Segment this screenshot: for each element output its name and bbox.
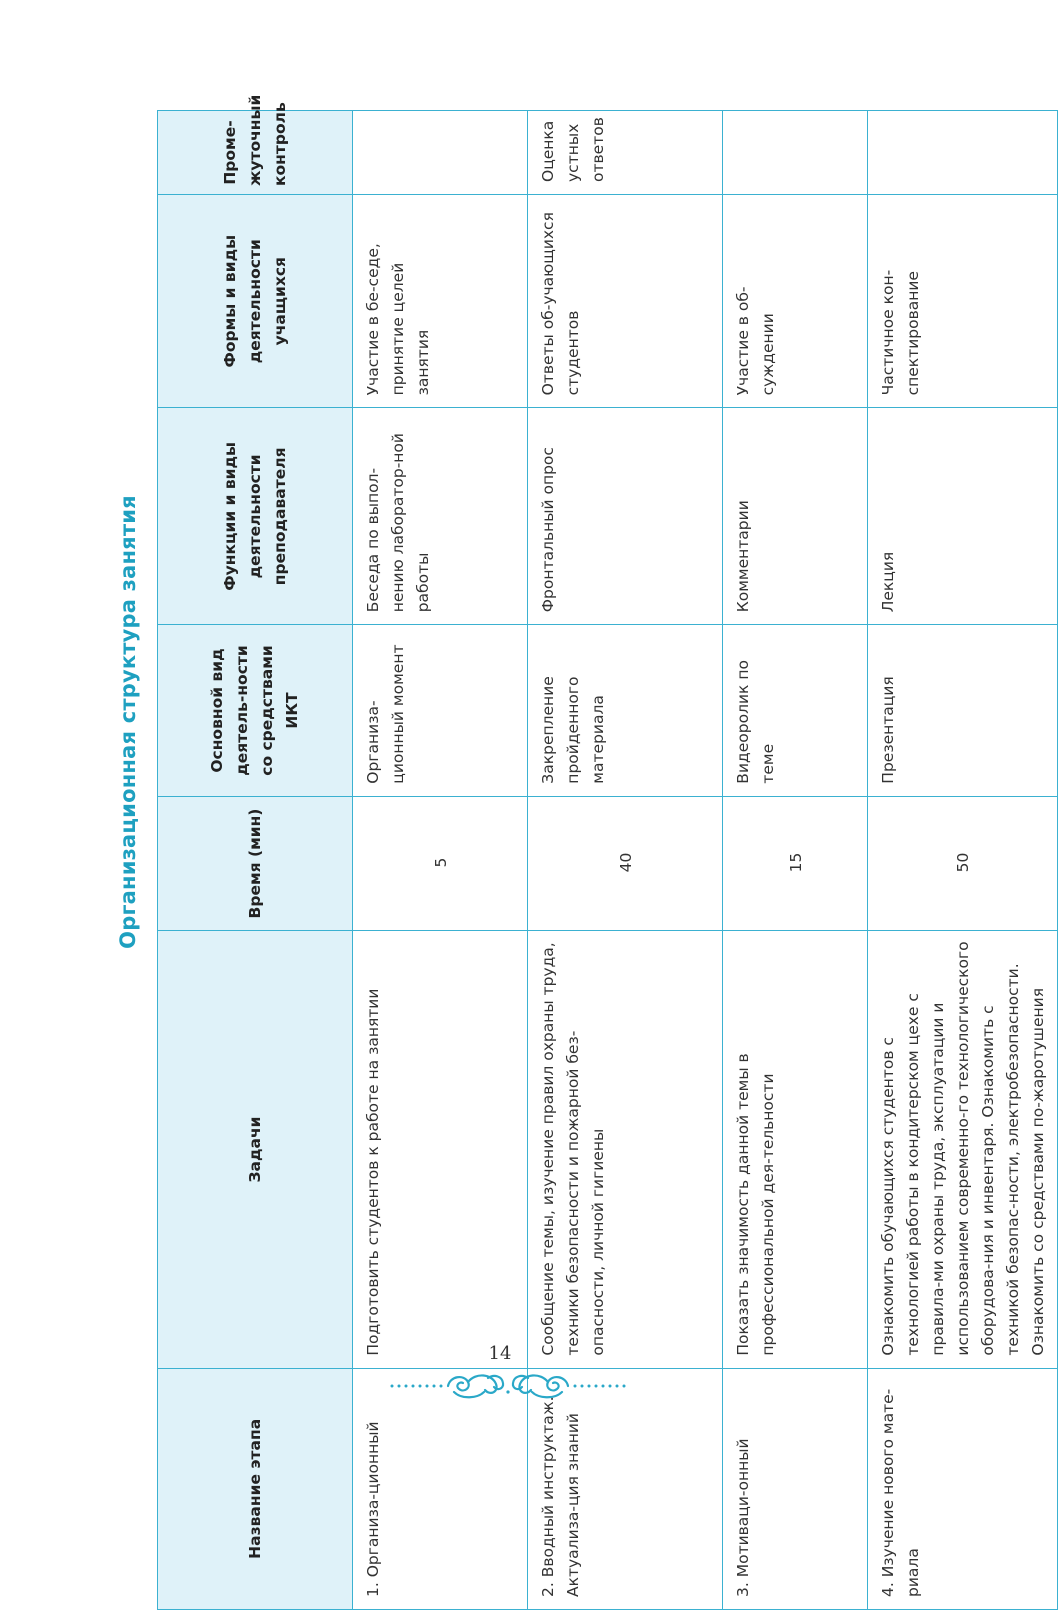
cell-time: 15 xyxy=(723,796,868,931)
header-tasks: Задачи xyxy=(158,931,353,1368)
cell-control: Оценка устных ответов xyxy=(528,111,723,195)
cell-tasks: Показать значимость данной темы в профессиональной дея-тельности xyxy=(723,931,868,1368)
cell-tasks: Сообщение темы, изучение правил охраны труда, техники безопасности и пожарной без-опасности, личной гигиены xyxy=(528,931,723,1368)
cell-ict-activity: Закрепление пройденного материала xyxy=(528,625,723,796)
decorative-ornament xyxy=(388,1368,628,1404)
cell-time: 40 xyxy=(528,796,723,931)
cell-student-activity: Частичное кон-спектирование xyxy=(868,195,1058,408)
header-student-activity: Формы и виды деятельности учащихся xyxy=(158,195,353,408)
table-row xyxy=(723,111,868,1610)
cell-teacher-activity: Лекция xyxy=(868,408,1058,625)
cell-stage: 3. Мотиваци-онный xyxy=(723,1368,868,1609)
header-teacher-activity: Функции и виды деятельности преподавателя xyxy=(158,408,353,625)
cell-student-activity: Участие в об-суждении xyxy=(723,195,868,408)
table-row xyxy=(868,111,1058,1610)
header-stage: Название этапа xyxy=(158,1368,353,1609)
cell-tasks: Ознакомить обучающихся студентов с технологией работы в кондитерском цехе с правила-ми охраны труда, эксплуатации и использованием современно-го технологического оборудова-ния и инвентаря. Ознакомить с техникой безопас-ности, электробезопасности. Ознакомить со средствами по-жаротушения xyxy=(868,931,1058,1368)
cell-ict-activity: Презентация xyxy=(868,625,1058,796)
cell-control xyxy=(868,111,1058,195)
cell-control xyxy=(723,111,868,195)
cell-ict-activity: Видеоролик по теме xyxy=(723,625,868,796)
cell-stage: 1. Организа-ционный xyxy=(353,1368,528,1609)
header-ict-activity: Основной вид деятель-ности со средствами ИКТ xyxy=(158,625,353,796)
cell-student-activity: Участие в бе-седе, принятие целей занятия xyxy=(353,195,528,408)
page-number: 14 xyxy=(488,1343,512,1364)
page-title: Организационная структура занятия xyxy=(116,495,140,949)
header-time: Время (мин) xyxy=(158,796,353,931)
cell-stage: 4. Изучение нового мате-риала xyxy=(868,1368,1058,1609)
cell-teacher-activity: Фронтальный опрос xyxy=(528,408,723,625)
header-control: Проме-жуточный контроль xyxy=(158,111,353,195)
cell-student-activity: Ответы об-учающихся студентов xyxy=(528,195,723,408)
cell-teacher-activity: Беседа по выпол-нению лаборатор-ной работы xyxy=(353,408,528,625)
cell-tasks: Подготовить студентов к работе на занятии xyxy=(353,931,528,1368)
cell-time: 5 xyxy=(353,796,528,931)
cell-control xyxy=(353,111,528,195)
table-header-row xyxy=(158,111,353,1610)
cell-teacher-activity: Комментарии xyxy=(723,408,868,625)
cell-time: 50 xyxy=(868,796,1058,931)
cell-ict-activity: Организа-ционный момент xyxy=(353,625,528,796)
cell-stage: 2. Вводный инструктаж. Актуализа-ция знаний xyxy=(528,1368,723,1609)
